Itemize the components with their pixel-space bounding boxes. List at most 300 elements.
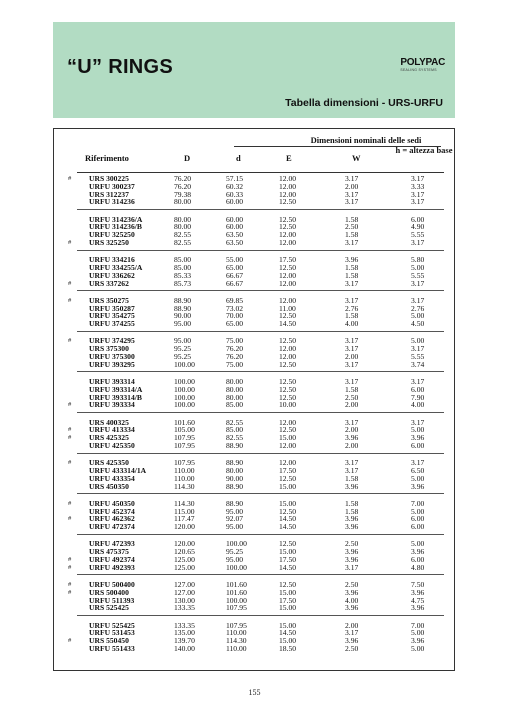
cell-h: 4.00	[411, 400, 425, 410]
group-divider	[77, 574, 444, 575]
cell-h: 3.17	[411, 189, 425, 199]
cell-mark: #	[68, 459, 72, 467]
col-header-D: D	[184, 153, 191, 163]
cell-D: 117.47	[174, 514, 195, 524]
cell-E: 12.00	[279, 237, 297, 247]
row-group	[54, 337, 454, 368]
cell-W: 2.76	[345, 303, 359, 313]
cell-code: URFU 300237	[89, 181, 135, 191]
group-divider	[77, 493, 444, 494]
cell-E: 12.50	[279, 392, 297, 402]
cell-D: 107.95	[174, 458, 195, 468]
cell-E: 15.00	[279, 603, 297, 613]
cell-d: 107.95	[226, 620, 247, 630]
group-divider	[77, 453, 444, 454]
cell-code: URS 312237	[89, 189, 129, 199]
cell-W: 3.17	[345, 458, 359, 468]
page-title: “U” RINGS	[67, 56, 174, 78]
cell-h: 4.80	[411, 562, 425, 572]
cell-E: 12.00	[279, 458, 297, 468]
cell-W: 3.17	[345, 174, 359, 183]
cell-E: 12.00	[279, 230, 297, 240]
cell-code: URFU 525425	[89, 620, 135, 630]
cell-E: 14.50	[279, 522, 297, 532]
cell-D: 85.00	[174, 262, 192, 272]
cell-E: 12.00	[279, 440, 297, 450]
cell-d: 88.90	[226, 458, 244, 468]
cell-mark: #	[68, 426, 72, 434]
cell-code: URFU 393314	[89, 377, 135, 386]
cell-E: 12.00	[279, 295, 297, 305]
cell-h: 6.00	[411, 522, 425, 532]
cell-W: 3.96	[345, 603, 359, 613]
row-group	[54, 419, 454, 450]
cell-d: 66.67	[226, 278, 244, 288]
cell-W: 3.17	[345, 465, 359, 475]
cell-W: 3.17	[345, 237, 359, 247]
cell-E: 12.00	[279, 174, 297, 183]
cell-d: 75.00	[226, 336, 244, 346]
cell-d: 110.00	[226, 628, 247, 638]
cell-h: 5.00	[411, 336, 425, 346]
cell-code: URFU 492374	[89, 554, 135, 564]
cell-h: 3.17	[411, 344, 425, 354]
cell-W: 3.96	[345, 522, 359, 532]
cell-d: 85.00	[226, 425, 244, 435]
col-header-W: W	[352, 153, 361, 163]
cell-D: 127.00	[174, 587, 195, 597]
cell-code: URS 450350	[89, 481, 129, 491]
cell-code: URFU 393314/B	[89, 392, 142, 402]
cell-h: 3.17	[411, 417, 425, 427]
cell-D: 125.00	[174, 554, 195, 564]
cell-E: 15.00	[279, 481, 297, 491]
cell-W: 2.00	[345, 620, 359, 630]
cell-code: URFU 354275	[89, 311, 135, 321]
row-group	[54, 540, 454, 571]
page-number: 155	[248, 688, 261, 697]
cell-code: URFU 336262	[89, 270, 135, 280]
cell-mark: #	[68, 434, 72, 442]
cell-D: 107.95	[174, 440, 195, 450]
cell-E: 14.50	[279, 514, 297, 524]
table-row	[54, 320, 454, 328]
cell-W: 2.50	[345, 580, 359, 589]
cell-code: URFU 374295	[89, 336, 135, 346]
cell-D: 133.35	[174, 620, 195, 630]
cell-E: 17.50	[279, 595, 297, 605]
cell-D: 100.00	[174, 377, 195, 386]
cell-mark: #	[68, 279, 72, 287]
row-group	[54, 622, 454, 653]
cell-E: 15.00	[279, 547, 297, 557]
cell-code: URS 375300	[89, 344, 129, 354]
group-divider	[77, 534, 444, 535]
cell-D: 76.20	[174, 181, 192, 191]
cell-h: 6.00	[411, 384, 425, 394]
cell-d: 92.07	[226, 514, 244, 524]
cell-E: 12.50	[279, 197, 297, 207]
group-divider	[77, 412, 444, 413]
cell-W: 3.17	[345, 295, 359, 305]
cell-code: URS 525425	[89, 603, 129, 613]
header-band	[53, 22, 455, 118]
cell-E: 12.50	[279, 506, 297, 516]
cell-d: 88.90	[226, 440, 244, 450]
cell-W: 1.58	[345, 262, 359, 272]
cell-D: 100.00	[174, 392, 195, 402]
cell-W: 3.96	[345, 481, 359, 491]
cell-h: 5.00	[411, 506, 425, 516]
cell-code: URFU 425350	[89, 440, 135, 450]
cell-D: 82.55	[174, 237, 192, 247]
cell-E: 15.00	[279, 498, 297, 508]
cell-D: 85.73	[174, 278, 192, 288]
cell-mark: #	[68, 401, 72, 409]
cell-d: 82.55	[226, 417, 244, 427]
cell-h: 4.50	[411, 319, 425, 329]
cell-W: 1.58	[345, 506, 359, 516]
cell-h: 3.74	[411, 359, 425, 369]
group-divider	[77, 615, 444, 616]
cell-W: 2.50	[345, 222, 359, 232]
cell-d: 88.90	[226, 498, 244, 508]
cell-code: URFU 531453	[89, 628, 135, 638]
cell-h: 7.50	[411, 580, 425, 589]
cell-W: 4.00	[345, 319, 359, 329]
cell-d: 100.00	[226, 539, 247, 549]
cell-W: 3.17	[345, 628, 359, 638]
row-group	[54, 216, 454, 247]
cell-W: 1.58	[345, 384, 359, 394]
cell-E: 14.50	[279, 628, 297, 638]
cell-h: 4.90	[411, 222, 425, 232]
cell-code: URFU 334216	[89, 255, 135, 265]
cell-code: URS 425325	[89, 433, 129, 443]
cell-D: 107.95	[174, 433, 195, 443]
cell-E: 15.00	[279, 433, 297, 443]
cell-d: 107.95	[226, 603, 247, 613]
cell-E: 15.00	[279, 636, 297, 646]
table-row	[54, 523, 454, 531]
cell-code: URS 500400	[89, 587, 129, 597]
cell-code: URFU 393295	[89, 359, 135, 369]
cell-D: 140.00	[174, 643, 195, 653]
cell-W: 1.58	[345, 311, 359, 321]
cell-D: 135.00	[174, 628, 195, 638]
cell-W: 3.17	[345, 189, 359, 199]
cell-d: 63.50	[226, 230, 244, 240]
cell-W: 3.17	[345, 336, 359, 346]
cell-D: 80.00	[174, 214, 192, 224]
cell-E: 12.00	[279, 351, 297, 361]
cell-d: 101.60	[226, 587, 247, 597]
cell-d: 85.00	[226, 400, 244, 410]
cell-E: 12.50	[279, 311, 297, 321]
table-row	[54, 280, 454, 288]
cell-D: 133.35	[174, 603, 195, 613]
cell-mark: #	[68, 238, 72, 246]
cell-h: 5.00	[411, 262, 425, 272]
cell-d: 60.33	[226, 189, 244, 199]
cell-D: 105.00	[174, 425, 195, 435]
cell-mark: #	[68, 563, 72, 571]
cell-E: 12.50	[279, 425, 297, 435]
cell-d: 63.50	[226, 237, 244, 247]
header-rule	[77, 172, 444, 173]
cell-E: 12.50	[279, 214, 297, 224]
cell-E: 12.00	[279, 181, 297, 191]
cell-mark: #	[68, 555, 72, 563]
cell-h: 5.00	[411, 473, 425, 483]
cell-d: 80.00	[226, 384, 244, 394]
cell-W: 3.96	[345, 587, 359, 597]
cell-d: 73.02	[226, 303, 244, 313]
cell-mark: #	[68, 499, 72, 507]
cell-E: 12.50	[279, 262, 297, 272]
cell-W: 1.58	[345, 214, 359, 224]
cell-h: 3.96	[411, 481, 425, 491]
col-header-E: E	[286, 153, 292, 163]
cell-E: 12.50	[279, 222, 297, 232]
cell-W: 1.58	[345, 473, 359, 483]
cell-code: URFU 472374	[89, 522, 135, 532]
cell-code: URFU 433314/1A	[89, 465, 147, 475]
cell-D: 130.00	[174, 595, 195, 605]
cell-W: 3.96	[345, 547, 359, 557]
cell-E: 12.00	[279, 278, 297, 288]
cell-D: 82.55	[174, 230, 192, 240]
cell-code: URFU 452374	[89, 506, 135, 516]
cell-D: 80.00	[174, 197, 192, 207]
cell-D: 95.00	[174, 319, 192, 329]
cell-code: URS 350275	[89, 295, 129, 305]
cell-W: 2.00	[345, 425, 359, 435]
cell-D: 114.30	[174, 498, 195, 508]
cell-code: URFU 433354	[89, 473, 135, 483]
cell-D: 85.00	[174, 255, 192, 265]
cell-D: 114.30	[174, 481, 195, 491]
cell-W: 1.58	[345, 498, 359, 508]
cell-code: URFU 393314/A	[89, 384, 143, 394]
cell-d: 60.00	[226, 197, 244, 207]
cell-W: 3.17	[345, 344, 359, 354]
cell-code: URS 400325	[89, 417, 129, 427]
logo-subtext: SEALING SYSTEMS	[400, 68, 437, 72]
cell-h: 3.96	[411, 587, 425, 597]
cell-D: 76.20	[174, 174, 192, 183]
cell-h: 7.90	[411, 392, 425, 402]
col-header-riferimento: Riferimento	[85, 153, 129, 163]
cell-D: 139.70	[174, 636, 195, 646]
row-group	[54, 500, 454, 531]
cell-mark: #	[68, 588, 72, 596]
cell-E: 17.50	[279, 465, 297, 475]
cell-h: 6.00	[411, 214, 425, 224]
logo-text: POLYPAC	[400, 57, 445, 68]
cell-d: 60.00	[226, 222, 244, 232]
cell-D: 100.00	[174, 400, 195, 410]
cell-W: 3.17	[345, 562, 359, 572]
group-divider	[77, 250, 444, 251]
cell-code: URFU 314236	[89, 197, 135, 207]
cell-d: 100.00	[226, 595, 247, 605]
cell-D: 120.00	[174, 539, 195, 549]
cell-E: 12.50	[279, 377, 297, 386]
cell-W: 2.00	[345, 440, 359, 450]
cell-W: 2.50	[345, 539, 359, 549]
cell-d: 76.20	[226, 351, 244, 361]
cell-d: 114.30	[226, 636, 247, 646]
table-row	[54, 442, 454, 450]
cell-E: 14.50	[279, 319, 297, 329]
page-subtitle: Tabella dimensioni - URS-URFU	[285, 97, 443, 109]
table-row	[54, 564, 454, 572]
cell-code: URFU 374255	[89, 319, 135, 329]
cell-D: 88.90	[174, 295, 192, 305]
cell-d: 95.00	[226, 554, 244, 564]
cell-mark: #	[68, 296, 72, 304]
cell-h: 3.17	[411, 237, 425, 247]
cell-code: URFU 325250	[89, 230, 135, 240]
cell-d: 69.85	[226, 295, 244, 305]
cell-D: 85.33	[174, 270, 192, 280]
cell-E: 17.50	[279, 255, 297, 265]
cell-E: 17.50	[279, 554, 297, 564]
cell-code: URFU 450350	[89, 498, 135, 508]
cell-E: 12.50	[279, 580, 297, 589]
cell-E: 12.00	[279, 344, 297, 354]
cell-W: 2.00	[345, 181, 359, 191]
cell-h: 3.17	[411, 295, 425, 305]
cell-code: URFU 314236/B	[89, 222, 142, 232]
table-row	[54, 198, 454, 206]
cell-h: 3.96	[411, 433, 425, 443]
cell-W: 2.00	[345, 351, 359, 361]
cell-E: 10.00	[279, 400, 297, 410]
cell-h: 5.00	[411, 425, 425, 435]
cell-W: 3.17	[345, 197, 359, 207]
cell-W: 1.58	[345, 230, 359, 240]
cell-code: URFU 334255/A	[89, 262, 143, 272]
cell-mark: #	[68, 581, 72, 588]
cell-h: 5.55	[411, 230, 425, 240]
cell-d: 95.00	[226, 522, 244, 532]
cell-d: 75.00	[226, 359, 244, 369]
cell-E: 12.50	[279, 539, 297, 549]
group-divider	[77, 331, 444, 332]
row-group	[54, 256, 454, 287]
cell-D: 110.00	[174, 465, 195, 475]
cell-W: 1.58	[345, 270, 359, 280]
cell-D: 100.00	[174, 359, 195, 369]
cell-h: 3.17	[411, 458, 425, 468]
cell-h: 5.00	[411, 539, 425, 549]
group-header: Dimensioni nominali delle sedi	[310, 135, 422, 145]
cell-W: 2.50	[345, 643, 359, 653]
cell-d: 65.00	[226, 319, 244, 329]
cell-d: 55.00	[226, 255, 244, 265]
row-group	[54, 378, 454, 409]
cell-D: 95.25	[174, 351, 192, 361]
cell-D: 110.00	[174, 473, 195, 483]
cell-D: 88.90	[174, 303, 192, 313]
cell-D: 95.25	[174, 344, 192, 354]
cell-code: URFU 472393	[89, 539, 135, 549]
cell-h: 3.33	[411, 181, 425, 191]
cell-h: 4.75	[411, 595, 425, 605]
cell-W: 4.00	[345, 595, 359, 605]
group-divider	[77, 209, 444, 210]
col-header-h: h = altezza base	[395, 145, 453, 155]
cell-h: 5.80	[411, 255, 425, 265]
cell-E: 12.50	[279, 384, 297, 394]
cell-d: 76.20	[226, 344, 244, 354]
cell-W: 3.96	[345, 636, 359, 646]
cell-E: 12.00	[279, 270, 297, 280]
cell-h: 6.00	[411, 440, 425, 450]
cell-code: URFU 375300	[89, 351, 135, 361]
cell-W: 3.96	[345, 514, 359, 524]
cell-h: 7.00	[411, 620, 425, 630]
cell-h: 5.55	[411, 270, 425, 280]
cell-E: 14.50	[279, 562, 297, 572]
cell-d: 95.00	[226, 506, 244, 516]
cell-h: 3.17	[411, 197, 425, 207]
table-row	[54, 361, 454, 369]
cell-d: 110.00	[226, 643, 247, 653]
cell-code: URFU 551433	[89, 643, 135, 653]
cell-h: 3.17	[411, 377, 425, 386]
cell-h: 3.96	[411, 636, 425, 646]
cell-W: 3.17	[345, 359, 359, 369]
polypac-logo	[400, 58, 445, 73]
cell-code: URFU 314236/A	[89, 214, 143, 224]
cell-E: 12.00	[279, 417, 297, 427]
row-group	[54, 459, 454, 490]
cell-mark: #	[68, 175, 72, 182]
cell-h: 5.00	[411, 628, 425, 638]
cell-E: 11.00	[279, 303, 296, 313]
cell-mark: #	[68, 515, 72, 523]
cell-code: URFU 492393	[89, 562, 135, 572]
cell-code: URFU 462362	[89, 514, 135, 524]
cell-mark: #	[68, 637, 72, 645]
table-row	[54, 645, 454, 653]
cell-code: URS 550450	[89, 636, 129, 646]
cell-code: URS 425350	[89, 458, 129, 468]
cell-d: 100.00	[226, 562, 247, 572]
cell-W: 3.96	[345, 433, 359, 443]
cell-h: 2.76	[411, 303, 425, 313]
table-row	[54, 604, 454, 612]
cell-W: 3.96	[345, 255, 359, 265]
cell-d: 65.00	[226, 262, 244, 272]
cell-h: 3.96	[411, 547, 425, 557]
table-row	[54, 483, 454, 491]
row-group	[54, 175, 454, 206]
cell-code: URS 475375	[89, 547, 129, 557]
cell-mark: #	[68, 337, 72, 345]
cell-D: 127.00	[174, 580, 195, 589]
cell-E: 12.00	[279, 189, 297, 199]
cell-code: URFU 350287	[89, 303, 135, 313]
cell-d: 66.67	[226, 270, 244, 280]
cell-E: 15.00	[279, 620, 297, 630]
cell-W: 2.50	[345, 392, 359, 402]
cell-code: URFU 500400	[89, 580, 135, 589]
group-divider	[77, 371, 444, 372]
